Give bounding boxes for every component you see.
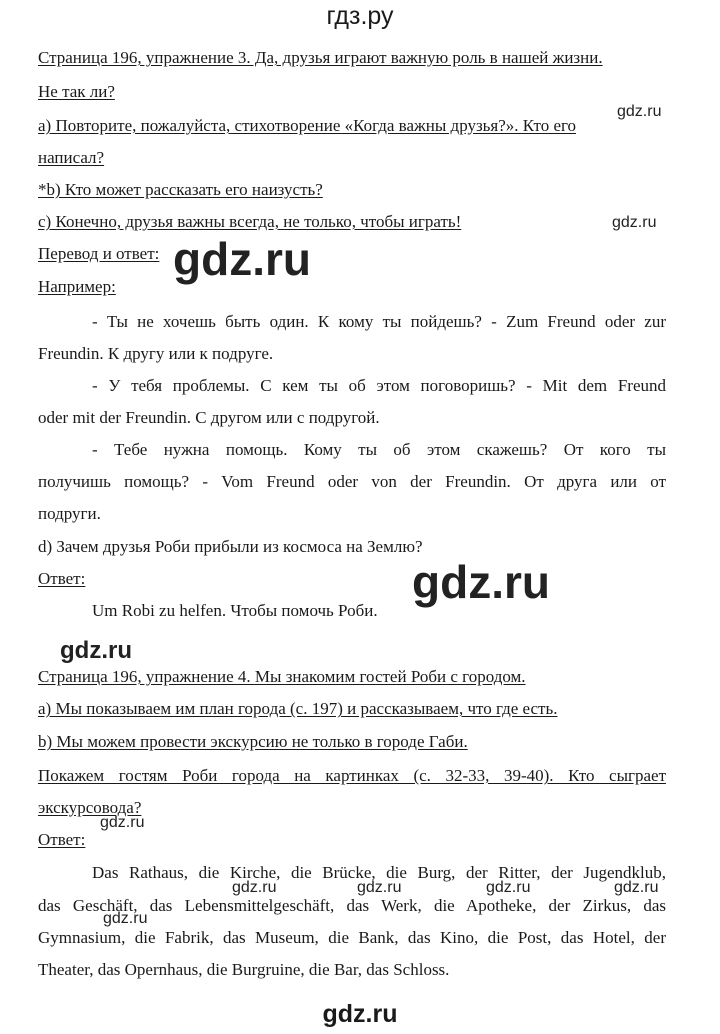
paragraph-2-line1: - У тебя проблемы. С кем ты об этом поговоришь? - Mit dem Freund bbox=[92, 376, 666, 395]
exercise-4-title: Страница 196, упражнение 4. Мы знакомим гостей Роби с городом. bbox=[38, 667, 526, 686]
answer-list-line4: Theater, das Opernhaus, die Burgruine, die Bar, das Schloss. bbox=[38, 960, 450, 979]
example-label: Например: bbox=[38, 277, 116, 296]
watermark: gdz.ru bbox=[617, 103, 662, 120]
exercise-3-title-line1: Страница 196, упражнение 3. Да, друзья играют важную роль в нашей жизни. bbox=[38, 48, 603, 67]
task-4b: b) Мы можем провести экскурсию не только в городе Габи. bbox=[38, 732, 468, 751]
question-line1: Покажем гостям Роби города на картинках (с. 32-33, 39-40). Кто сыграет bbox=[38, 766, 666, 785]
site-header: гдз.ру bbox=[326, 2, 394, 30]
task-4a: a) Мы показываем им план города (с. 197) и рассказываем, что где есть. bbox=[38, 699, 558, 718]
watermark: gdz.ru bbox=[614, 879, 659, 896]
watermark-large: gdz.ru bbox=[412, 556, 550, 608]
exercise-3-title-line2: Не так ли? bbox=[38, 82, 115, 101]
translation-label: Перевод и ответ: bbox=[38, 244, 160, 263]
paragraph-3-line3: подруги. bbox=[38, 504, 101, 523]
site-footer: gdz.ru bbox=[322, 1000, 398, 1028]
watermark: gdz.ru bbox=[357, 879, 402, 896]
task-c: c) Конечно, друзья важны всегда, не только, чтобы играть! bbox=[38, 212, 462, 231]
answer-label-1: Ответ: bbox=[38, 569, 86, 588]
task-a-line2: написал? bbox=[38, 148, 105, 167]
watermark: gdz.ru bbox=[612, 214, 657, 231]
watermark: gdz.ru bbox=[60, 637, 132, 664]
task-a-line1: a) Повторите, пожалуйста, стихотворение «Когда важны друзья?». Кто его bbox=[38, 116, 577, 135]
paragraph-3-line1: - Тебе нужна помощь. Кому ты об этом скажешь? От кого ты bbox=[92, 440, 666, 459]
task-b: *b) Кто может рассказать его наизусть? bbox=[38, 180, 323, 199]
watermark-large: gdz.ru bbox=[173, 233, 311, 285]
paragraph-2-line2: oder mit der Freundin. С другом или с подругой. bbox=[38, 408, 380, 427]
answer-list-line2: das Geschäft, das Lebensmittelgeschäft, das Werk, die Apotheke, der Zirkus, das bbox=[38, 896, 666, 915]
question-line2: экскурсовода? bbox=[38, 798, 142, 817]
watermark: gdz.ru bbox=[103, 910, 148, 927]
watermark: gdz.ru bbox=[100, 814, 145, 831]
task-d: d) Зачем друзья Роби прибыли из космоса на Землю? bbox=[38, 537, 423, 556]
answer-text-1: Um Robi zu helfen. Чтобы помочь Роби. bbox=[92, 601, 378, 620]
paragraph-1-line1: - Ты не хочешь быть один. К кому ты пойдешь? - Zum Freund oder zur bbox=[92, 312, 666, 331]
paragraph-1-line2: Freundin. К другу или к подруге. bbox=[38, 344, 274, 363]
answer-list-line3: Gymnasium, die Fabrik, das Museum, die Bank, das Kino, die Post, das Hotel, der bbox=[38, 928, 666, 947]
watermark: gdz.ru bbox=[486, 879, 531, 896]
answer-label-2: Ответ: bbox=[38, 830, 86, 849]
answer-list-line1: Das Rathaus, die Kirche, die Brücke, die Burg, der Ritter, der Jugendklub, bbox=[92, 863, 666, 882]
watermark: gdz.ru bbox=[232, 879, 277, 896]
paragraph-3-line2: получишь помощь? - Vom Freund oder von der Freundin. От друга или от bbox=[38, 472, 666, 491]
